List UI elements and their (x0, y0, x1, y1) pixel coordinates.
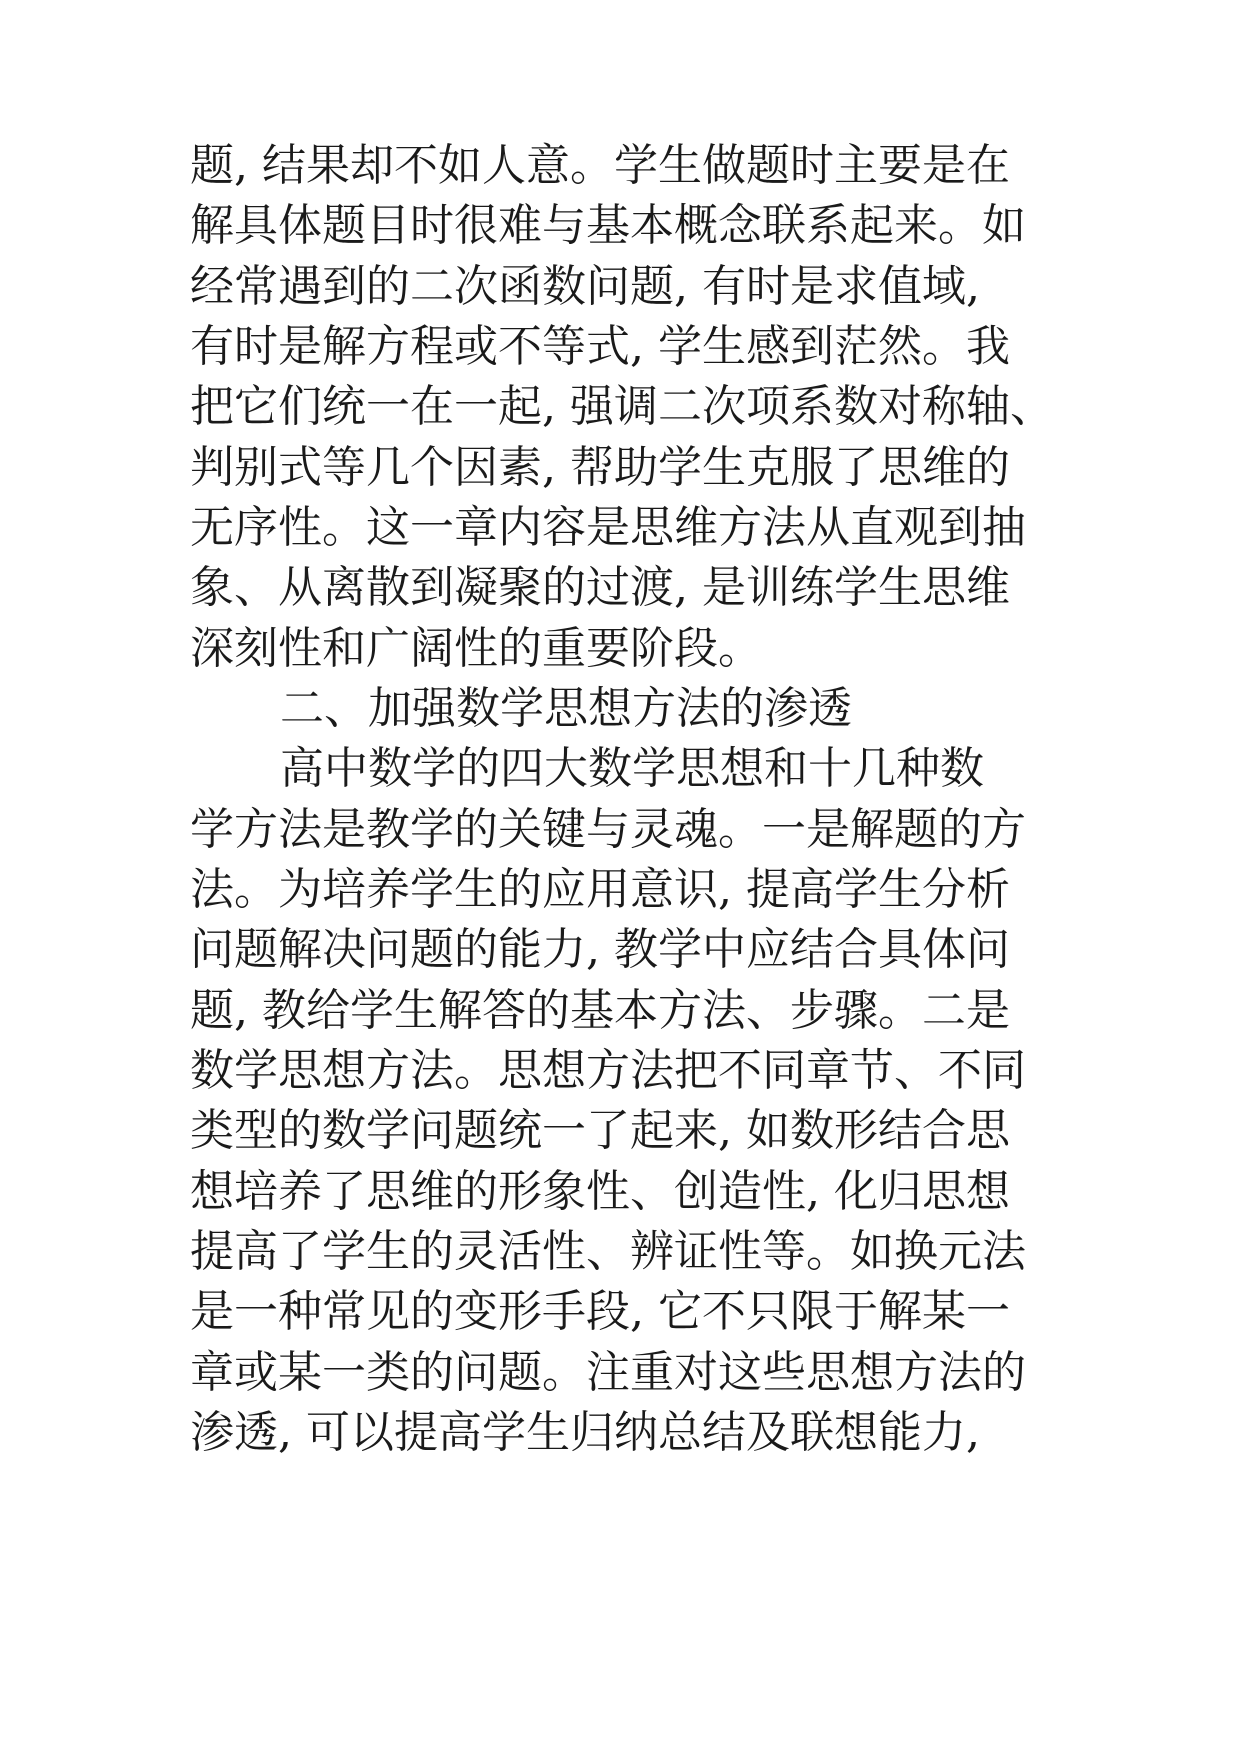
text-line: 解具体题目时很难与基本概念联系起来。如 (190, 200, 1026, 251)
text-line: 渗透, 可以提高学生归纳总结及联想能力, (190, 1407, 980, 1458)
text-line: 题, 教给学生解答的基本方法、步骤。二是 (190, 985, 1010, 1036)
text-line: 判别式等几个因素, 帮助学生克服了思维的 (190, 442, 1010, 493)
text-line: 想培养了思维的形象性、创造性, 化归思想 (190, 1166, 1010, 1217)
paragraph-first-line: 高中数学的四大数学思想和十几种数 (280, 743, 984, 794)
text-line: 有时是解方程或不等式, 学生感到茫然。我 (190, 321, 1010, 372)
text-line: 是一种常见的变形手段, 它不只限于解某一 (190, 1286, 1010, 1337)
section-heading: 二、加强数学思想方法的渗透 (280, 683, 852, 734)
text-line: 无序性。这一章内容是思维方法从直观到抽 (190, 502, 1026, 553)
text-line: 类型的数学问题统一了起来, 如数形结合思 (190, 1105, 1010, 1156)
text-line: 深刻性和广阔性的重要阶段。 (190, 623, 762, 674)
text-line: 法。为培养学生的应用意识, 提高学生分析 (190, 864, 1010, 915)
text-line: 章或某一类的问题。注重对这些思想方法的 (190, 1347, 1026, 1398)
text-line: 题, 结果却不如人意。学生做题时主要是在 (190, 140, 1010, 191)
text-line: 问题解决问题的能力, 教学中应结合具体问 (190, 924, 1010, 975)
text-line: 学方法是教学的关键与灵魂。一是解题的方 (190, 804, 1026, 855)
text-line: 把它们统一在一起, 强调二次项系数对称轴、 (190, 381, 1054, 432)
text-line: 经常遇到的二次函数问题, 有时是求值域, (190, 261, 980, 312)
text-line: 提高了学生的灵活性、辨证性等。如换元法 (190, 1226, 1026, 1277)
text-line: 象、从离散到凝聚的过渡, 是训练学生思维 (190, 562, 1010, 613)
text-line: 数学思想方法。思想方法把不同章节、不同 (190, 1045, 1026, 1096)
